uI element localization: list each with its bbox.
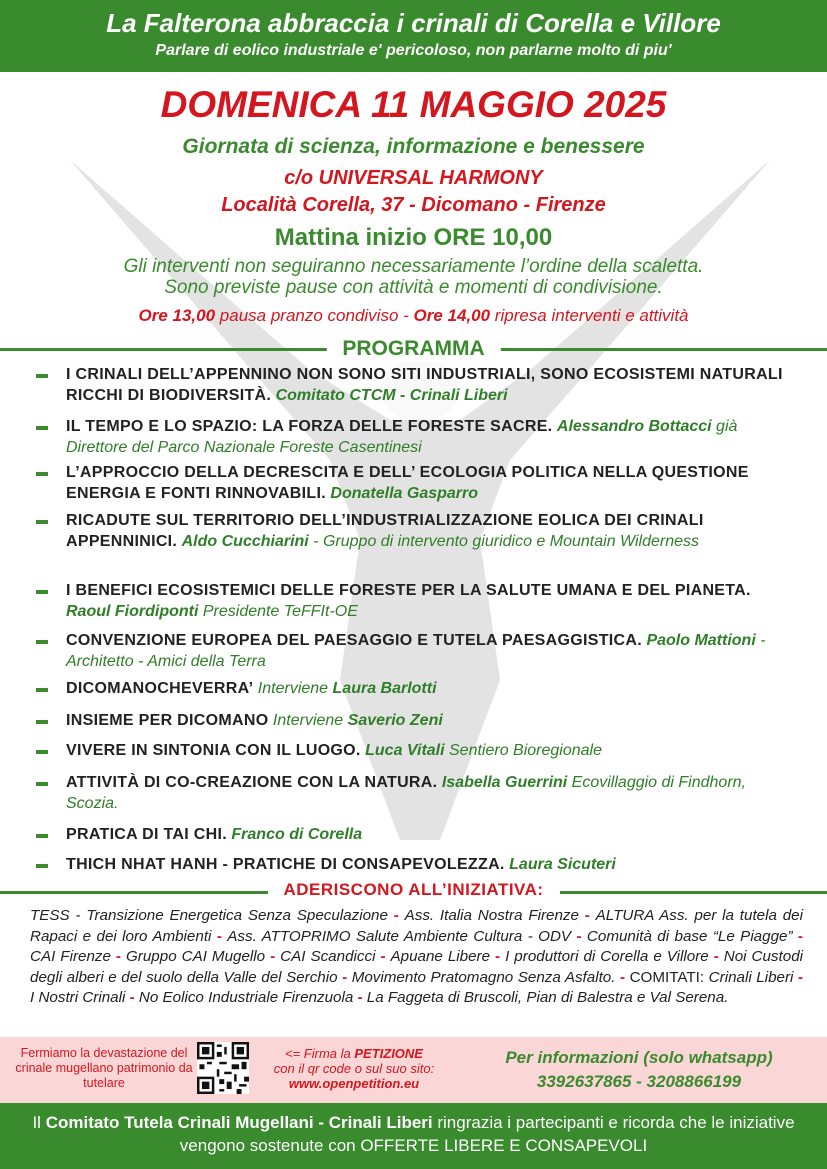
program-item-text bbox=[66, 416, 787, 458]
member-separator: - bbox=[125, 989, 139, 1006]
dash-bullet-icon bbox=[36, 590, 48, 594]
program-item-text bbox=[66, 510, 787, 552]
dash-bullet-icon bbox=[36, 782, 48, 786]
program-item-speaker: Donatella Gasparro bbox=[330, 485, 479, 502]
petition-word: PETIZIONE bbox=[354, 1046, 423, 1061]
program-item-speaker: Aldo Cucchiarini bbox=[181, 533, 309, 550]
petition-block bbox=[256, 1046, 452, 1091]
program-item-role: - Architetto - Amici della Terra bbox=[66, 632, 766, 670]
program-item-text bbox=[66, 678, 787, 699]
member-separator: - bbox=[265, 948, 281, 965]
event-venue: c/o UNIVERSAL HARMONY bbox=[284, 167, 543, 189]
member-separator: - bbox=[211, 927, 228, 945]
program-item-title: CONVENZIONE EUROPEA DEL PAESAGGIO E TUTELA PAESAGGISTICA. bbox=[66, 632, 642, 649]
member-separator: - bbox=[792, 927, 803, 945]
member-separator: - bbox=[793, 968, 803, 986]
member-separator: - bbox=[337, 968, 352, 986]
lunch-text: pausa pranzo condiviso - bbox=[215, 306, 414, 325]
info-block bbox=[466, 1046, 812, 1094]
program-item-title: I BENEFICI ECOSISTEMICI DELLE FORESTE PER LA SALUTE UMANA E DEL PIANETA. bbox=[66, 582, 751, 599]
program-item-text bbox=[66, 364, 787, 406]
program-item-text bbox=[66, 462, 787, 504]
stop-devastation-text: Fermiamo la devastazione del crinale mugellano patrimonio da tutelare bbox=[15, 1046, 193, 1090]
member-separator: - bbox=[708, 948, 724, 965]
program-item-title: L’APPROCCIO DELLA DECRESCITA E DELL’ ECOLOGIA POLITICA NELLA QUESTIONE ENERGIA E FONTI RINNOVABILI. bbox=[66, 464, 749, 502]
resume-text: ripresa interventi e attività bbox=[490, 306, 689, 325]
program-item-title: DICOMANOCHEVERRA’ bbox=[66, 680, 254, 697]
petition-url-link[interactable] bbox=[256, 1076, 452, 1091]
program-item-title: VIVERE IN SINTONIA CON IL LUOGO. bbox=[66, 742, 361, 759]
member-separator: - bbox=[353, 989, 367, 1006]
program-item-text bbox=[66, 710, 787, 731]
info-phones: 3392637865 - 3208866199 bbox=[536, 1072, 742, 1091]
program-item-title: THICH NHAT HANH - PRATICHE DI CONSAPEVOLEZZA. bbox=[66, 856, 505, 873]
qr-code-icon[interactable] bbox=[197, 1042, 249, 1094]
dash-bullet-icon bbox=[36, 834, 48, 838]
member-org: Crinali Liberi bbox=[708, 968, 794, 986]
event-tagline: Giornata di scienza, informazione e benessere bbox=[182, 135, 645, 158]
program-item-role: Interviene bbox=[272, 712, 348, 729]
event-note-1: Gli interventi non seguiranno necessariamente l’ordine della scaletta. bbox=[123, 256, 704, 277]
program-item-speaker: Saverio Zeni bbox=[347, 712, 443, 729]
dash-bullet-icon bbox=[36, 374, 48, 378]
footer-text bbox=[0, 1103, 827, 1157]
member-separator: - bbox=[110, 948, 126, 965]
program-item-title: PRATICA DI TAI CHI. bbox=[66, 826, 227, 843]
member-org: Ass. Italia Nostra Firenze bbox=[404, 907, 579, 924]
member-org: Noi Custodi degli alberi e del suolo della Valle del Serchio bbox=[30, 948, 804, 986]
footer-org: Comitato Tutela Crinali Mugellani - Crinali Liberi bbox=[45, 1113, 433, 1132]
member-separator: - bbox=[615, 968, 630, 986]
member-org: Movimento Pratomagno Senza Asfalto. bbox=[351, 968, 616, 986]
petition-prefix: <= Firma la bbox=[285, 1046, 355, 1061]
event-address: Località Corella, 37 - Dicomano - Firenze bbox=[221, 194, 606, 216]
program-item-role: già Direttore del Parco Nazionale Foreste Casentinesi bbox=[66, 418, 738, 456]
program-item-title: IL TEMPO E LO SPAZIO: LA FORZA DELLE FORESTE SACRE. bbox=[66, 418, 553, 435]
program-item-text bbox=[66, 854, 787, 875]
program-item-role: - Gruppo di intervento giuridico e Mountain Wilderness bbox=[308, 533, 700, 550]
member-org: Ass. ATTOPRIMO Salute Ambiente Cultura - ODV bbox=[227, 927, 572, 945]
member-org: I Nostri Crinali bbox=[30, 989, 126, 1006]
program-item-text bbox=[66, 772, 787, 814]
dash-bullet-icon bbox=[36, 864, 48, 868]
dash-bullet-icon bbox=[36, 426, 48, 430]
member-org: CAI Firenze bbox=[30, 948, 111, 965]
member-org: COMITATI: bbox=[629, 968, 705, 986]
dash-bullet-icon bbox=[36, 688, 48, 692]
program-item-speaker: Comitato CTCM - Crinali Liberi bbox=[275, 387, 508, 404]
program-item-title: I CRINALI DELL’APPENNINO NON SONO SITI INDUSTRIALI, SONO ECOSISTEMI NATURALI RICCHI DI BIODIVERSITÀ. bbox=[66, 366, 783, 404]
program-item-speaker: Raoul Fiordiponti bbox=[66, 603, 199, 620]
member-org: Comunità di base “Le Piagge” bbox=[586, 927, 793, 945]
member-org: Apuane Libere bbox=[390, 948, 491, 965]
member-org: La Faggeta di Bruscoli, Pian di Balestra e Val Serena. bbox=[366, 989, 729, 1006]
member-separator: - bbox=[387, 907, 405, 924]
program-item-speaker: Franco di Corella bbox=[231, 826, 363, 843]
program-item-speaker: Alessandro Bottacci bbox=[556, 418, 712, 435]
member-separator: - bbox=[571, 927, 587, 945]
members-list bbox=[30, 906, 803, 1009]
header-subtitle: Parlare di eolico industriale e' pericoloso, non parlarne molto di piu' bbox=[155, 42, 672, 59]
petition-line-2: con il qr code o sul suo sito: bbox=[273, 1061, 435, 1076]
program-item-title: INSIEME PER DICOMANO bbox=[66, 712, 269, 729]
program-item-role: Ecovillaggio di Findhorn, Scozia. bbox=[66, 774, 746, 812]
event-start-time: Mattina inizio ORE 10,00 bbox=[274, 224, 553, 251]
dash-bullet-icon bbox=[36, 520, 48, 524]
program-item-speaker: Isabella Guerrini bbox=[441, 774, 568, 791]
footer-post: ringrazia i partecipanti e ricorda che le iniziative vengono sostenute con OFFERTE LIBERE E CONSAPEVOLI bbox=[179, 1113, 795, 1155]
member-org: I produttori di Corella e Villore bbox=[505, 948, 709, 965]
petition-url[interactable]: www.openpetition.eu bbox=[288, 1076, 420, 1091]
member-org: TESS - Transizione Energetica Senza Speculazione bbox=[30, 907, 388, 924]
event-schedule bbox=[0, 306, 827, 326]
info-label: Per informazioni (solo whatsapp) bbox=[505, 1048, 773, 1067]
footer-banner bbox=[0, 1103, 827, 1169]
programma-heading: PROGRAMMA bbox=[326, 337, 500, 361]
program-item-text bbox=[66, 824, 787, 845]
programma-divider bbox=[0, 337, 827, 359]
member-org: No Eolico Industriale Firenzuola bbox=[138, 989, 354, 1006]
event-date: DOMENICA 11 MAGGIO 2025 bbox=[160, 84, 667, 125]
program-item-role: Sentiero Bioregionale bbox=[444, 742, 602, 759]
member-org: CAI Scandicci bbox=[280, 948, 376, 965]
program-item-text bbox=[66, 630, 787, 672]
member-org: ALTURA Ass. per la tutela dei Rapaci e dei loro Ambienti bbox=[30, 907, 804, 945]
dash-bullet-icon bbox=[36, 472, 48, 476]
program-item-text bbox=[66, 740, 787, 761]
footer-pre: Il bbox=[32, 1113, 46, 1132]
program-item-speaker: Laura Barlotti bbox=[332, 680, 437, 697]
member-separator: - bbox=[375, 948, 391, 965]
program-item-text bbox=[66, 580, 787, 622]
program-item-role: Presidente TeFFIt-OE bbox=[198, 603, 358, 620]
program-item-role: Interviene bbox=[257, 680, 333, 697]
dash-bullet-icon bbox=[36, 720, 48, 724]
program-item-speaker: Laura Sicuteri bbox=[509, 856, 616, 873]
event-note-2: Sono previste pause con attività e momenti di condivisione. bbox=[164, 277, 663, 298]
program-item-title: ATTIVITÀ DI CO-CREAZIONE CON LA NATURA. bbox=[66, 774, 438, 791]
petition-line-1 bbox=[256, 1046, 452, 1061]
aderiscono-heading: ADERISCONO ALL’INIZIATIVA: bbox=[267, 880, 559, 900]
dash-bullet-icon bbox=[36, 640, 48, 644]
program-item-speaker: Paolo Mattioni bbox=[646, 632, 756, 649]
program-item-title: RICADUTE SUL TERRITORIO DELL’INDUSTRIALIZZAZIONE EOLICA DEI CRINALI APPENNINICI. bbox=[66, 512, 704, 550]
header-title: La Falterona abbraccia i crinali di Corella e Villore bbox=[106, 8, 721, 38]
program-item-speaker: Luca Vitali bbox=[365, 742, 445, 759]
lunch-time: Ore 13,00 bbox=[138, 306, 216, 325]
member-org: Gruppo CAI Mugello bbox=[125, 948, 266, 965]
aderiscono-divider bbox=[0, 880, 827, 902]
dash-bullet-icon bbox=[36, 750, 48, 754]
header-banner bbox=[0, 0, 827, 72]
member-separator: - bbox=[490, 948, 506, 965]
member-separator: - bbox=[578, 907, 596, 924]
resume-time: Ore 14,00 bbox=[413, 306, 491, 325]
